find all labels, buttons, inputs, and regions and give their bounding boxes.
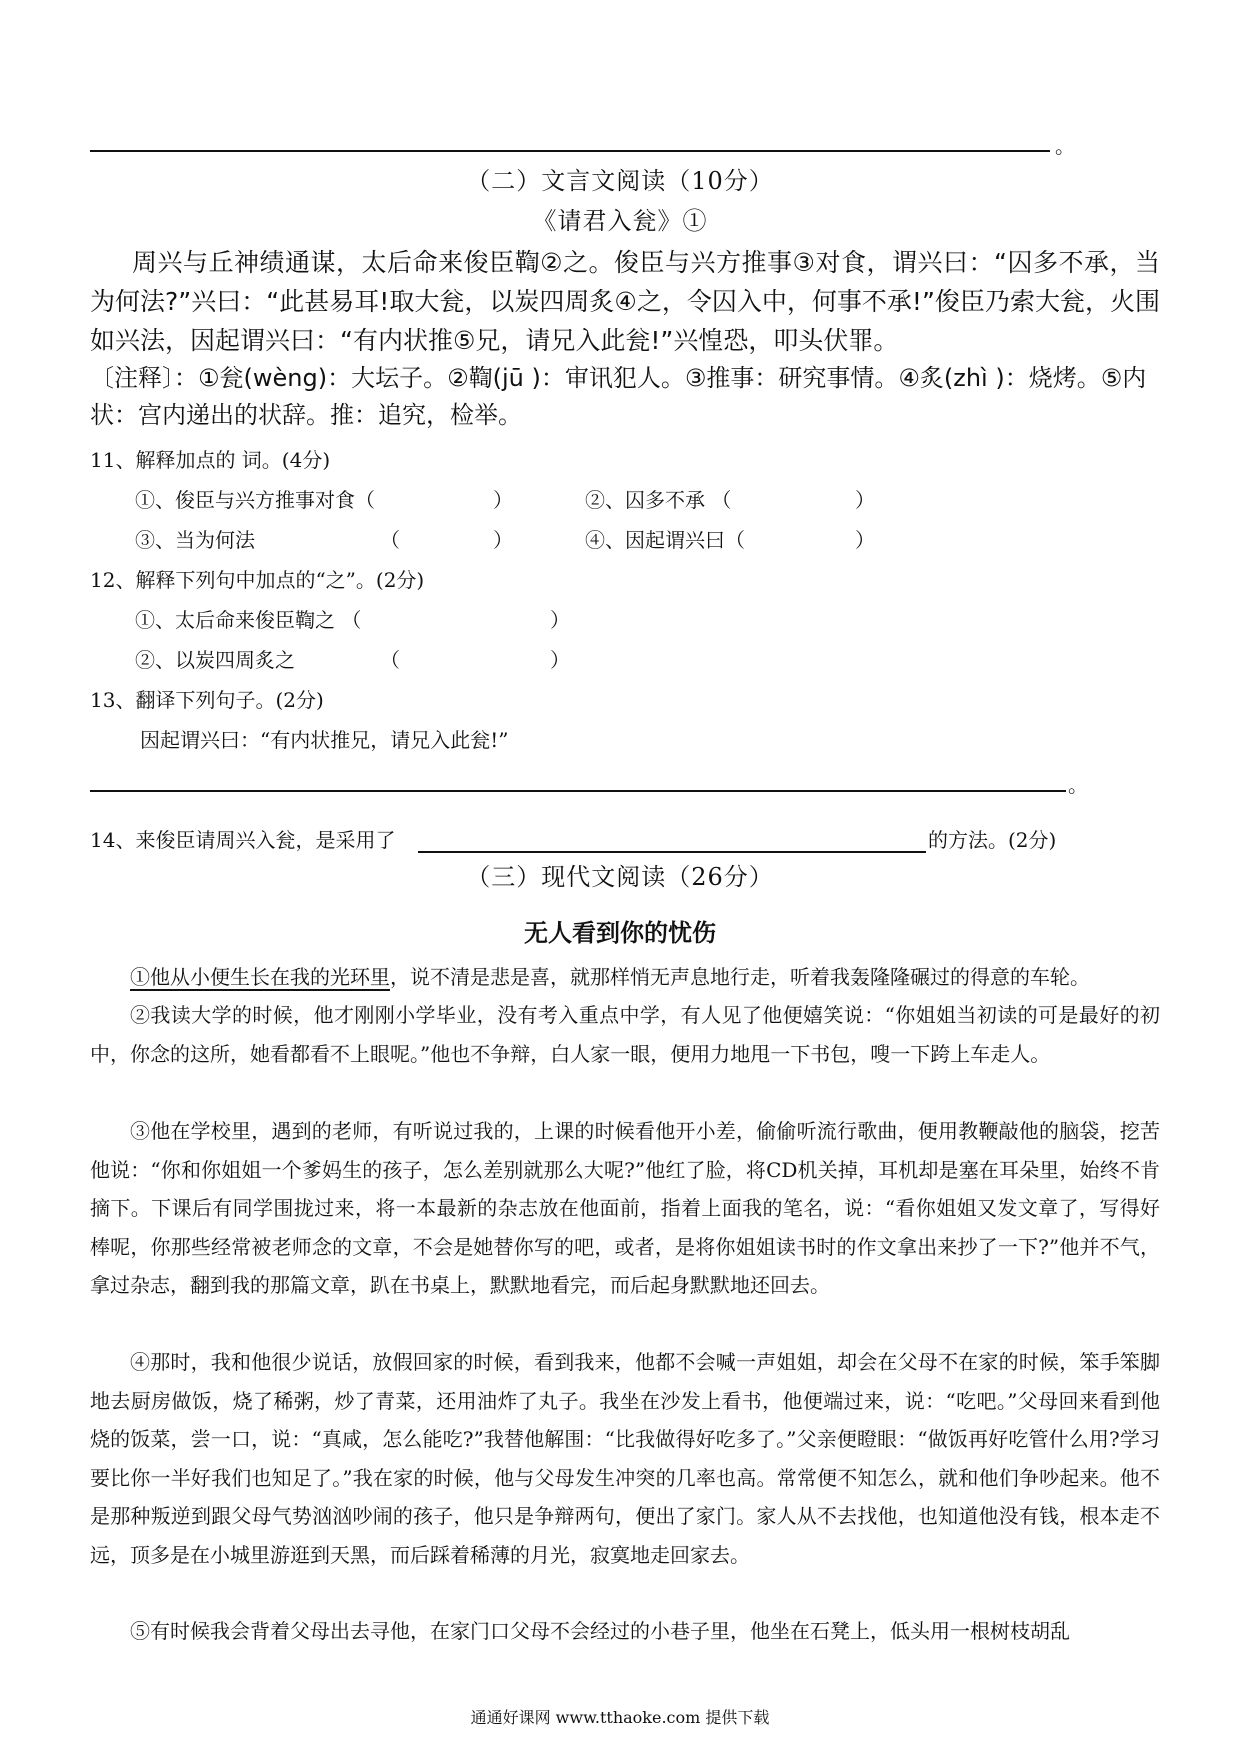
q12-stem: 12、解释下列句中加点的“之”。(2分): [90, 568, 425, 592]
page-footer: 通通好课网 www.tthaoke.com 提供下载: [470, 1708, 770, 1727]
section2-title: 《请君入瓮》①: [532, 207, 708, 235]
q12-item-2: ②、以炭四周炙之: [135, 648, 295, 672]
answer-line-top-end: 。: [1055, 134, 1075, 158]
q12-item-1: ①、太后命来俊臣鞫之 （: [135, 608, 362, 632]
answer-line-top: [90, 150, 1050, 152]
modern-paragraph-1-underlined: ①他从小便生长在我的光环里: [130, 965, 390, 989]
q12-item-2-open: （: [380, 648, 400, 672]
modern-paragraph-3: ③他在学校里，遇到的老师，有听说过我的，上课的时候看他开小差，偷偷听流行歌曲，便用教鞭敲他的脑袋，挖苦他说：“你和你姐姐一个爹妈生的孩子，怎么差别就那么大呢?”他红了脸，将CD机关掉，耳机却是塞在耳朵里，始终不肯摘下。下课后有同学围拢过来，将一本最新的杂志放在他面前，指着上面我的笔名，说：“看你姐姐又发文章了，写得好棒呢，你那些经常被老师念的文章，不会是她替你写的吧，或者，是将你姐姐读书时的作文拿出来抄了一下?”他并不气，拿过杂志，翻到我的那篇文章，趴在书桌上，默默地看完，而后起身默默地还回去。: [90, 1119, 1160, 1297]
modern-paragraph-4: ④那时，我和他很少说话，放假回家的时候，看到我来，他都不会喊一声姐姐，却会在父母不在家的时候，笨手笨脚地去厨房做饭，烧了稀粥，炒了青菜，还用油炸了丸子。我坐在沙发上看书，他便端过来，说：“吃吧。”父母回来看到他烧的饭菜，尝一口，说：“真咸，怎么能吃?”我替他解围：“比我做得好吃多了。”父亲便瞪眼：“做饭再好吃管什么用?学习要比你一半好我们也知足了。”我在家的时候，他与父母发生冲突的几率也高。常常便不知怎么，就和他们争吵起来。他不是那种叛逆到跟父母气势汹汹吵闹的孩子，他只是争辩两句，便出了家门。家人从不去找他，也知道他没有钱，根本走不远，顶多是在小城里游逛到天黑，而后踩着稀薄的月光，寂寞地走回家去。: [90, 1350, 1160, 1567]
q13-answer-line: [90, 790, 1066, 792]
modern-paragraph-1: [90, 958, 1160, 997]
section2-heading: （二）文言文阅读（10分）: [466, 167, 774, 195]
section3-heading: （三）现代文阅读（26分）: [466, 863, 774, 891]
q11-item-1: ①、俊臣与兴方推事对食（: [135, 488, 375, 512]
q14-answer-blank: [418, 851, 926, 853]
section3-title: 无人看到你的忧伤: [524, 919, 716, 947]
q11-item-2-close: ）: [855, 488, 875, 512]
q13-answer-line-end: 。: [1068, 773, 1088, 797]
q11-item-3: ③、当为何法: [135, 528, 255, 552]
q11-item-4: ④、因起谓兴曰（: [585, 528, 745, 552]
q11-item-1-close: ）: [493, 488, 513, 512]
q11-item-3-close: ）: [493, 528, 513, 552]
q13-stem: 13、翻译下列句子。(2分): [90, 688, 324, 712]
q14-tail: 的方法。(2分): [928, 828, 1057, 852]
modern-paragraph-1-rest: ，说不清是悲是喜，就那样悄无声息地行走，听着我轰隆隆碾过的得意的车轮。: [390, 965, 1090, 989]
q13-sentence: 因起谓兴曰：“有内状推兄，请兄入此瓮!”: [140, 728, 509, 752]
q12-item-2-close: ）: [550, 648, 570, 672]
q12-item-1-close: ）: [550, 608, 570, 632]
classical-passage: 周兴与丘神绩通谋，太后命来俊臣鞫②之。俊臣与兴方推事③对食，谓兴曰：“囚多不承，当为何法?”兴曰：“此甚易耳!取大瓮，以炭四周炙④之，令囚入中，何事不承!”俊臣乃索大瓮，火围如兴法，因起谓兴曰：“有内状推⑤兄，请兄入此瓮!”兴惶恐，叩头伏罪。: [90, 248, 1160, 355]
q11-item-3-open: （: [380, 528, 400, 552]
q11-item-4-close: ）: [855, 528, 875, 552]
q11-item-2: ②、囚多不承 （: [585, 488, 732, 512]
modern-paragraph-5: ⑤有时候我会背着父母出去寻他，在家门口父母不会经过的小巷子里，他坐在石凳上，低头用一根树枝胡乱: [130, 1619, 1070, 1643]
q11-stem: 11、解释加点的 词。(4分): [90, 448, 331, 472]
modern-paragraph-2: ②我读大学的时候，他才刚刚小学毕业，没有考入重点中学，有人见了他便嬉笑说：“你姐姐当初读的可是最好的初中，你念的这所，她看都看不上眼呢。”他也不争辩，白人家一眼，便用力地甩一下书包，嗖一下跨上车走人。: [90, 1003, 1160, 1066]
annotation-note: 〔注释〕：①瓮(wèng)：大坛子。②鞫(jū )：审讯犯人。③推事：研究事情。④炙(zhì )：烧烤。⑤内状：宫内递出的状辞。推：追究，检举。: [90, 364, 1147, 429]
q14-stem: 14、来俊臣请周兴入瓮，是采用了: [90, 828, 396, 852]
